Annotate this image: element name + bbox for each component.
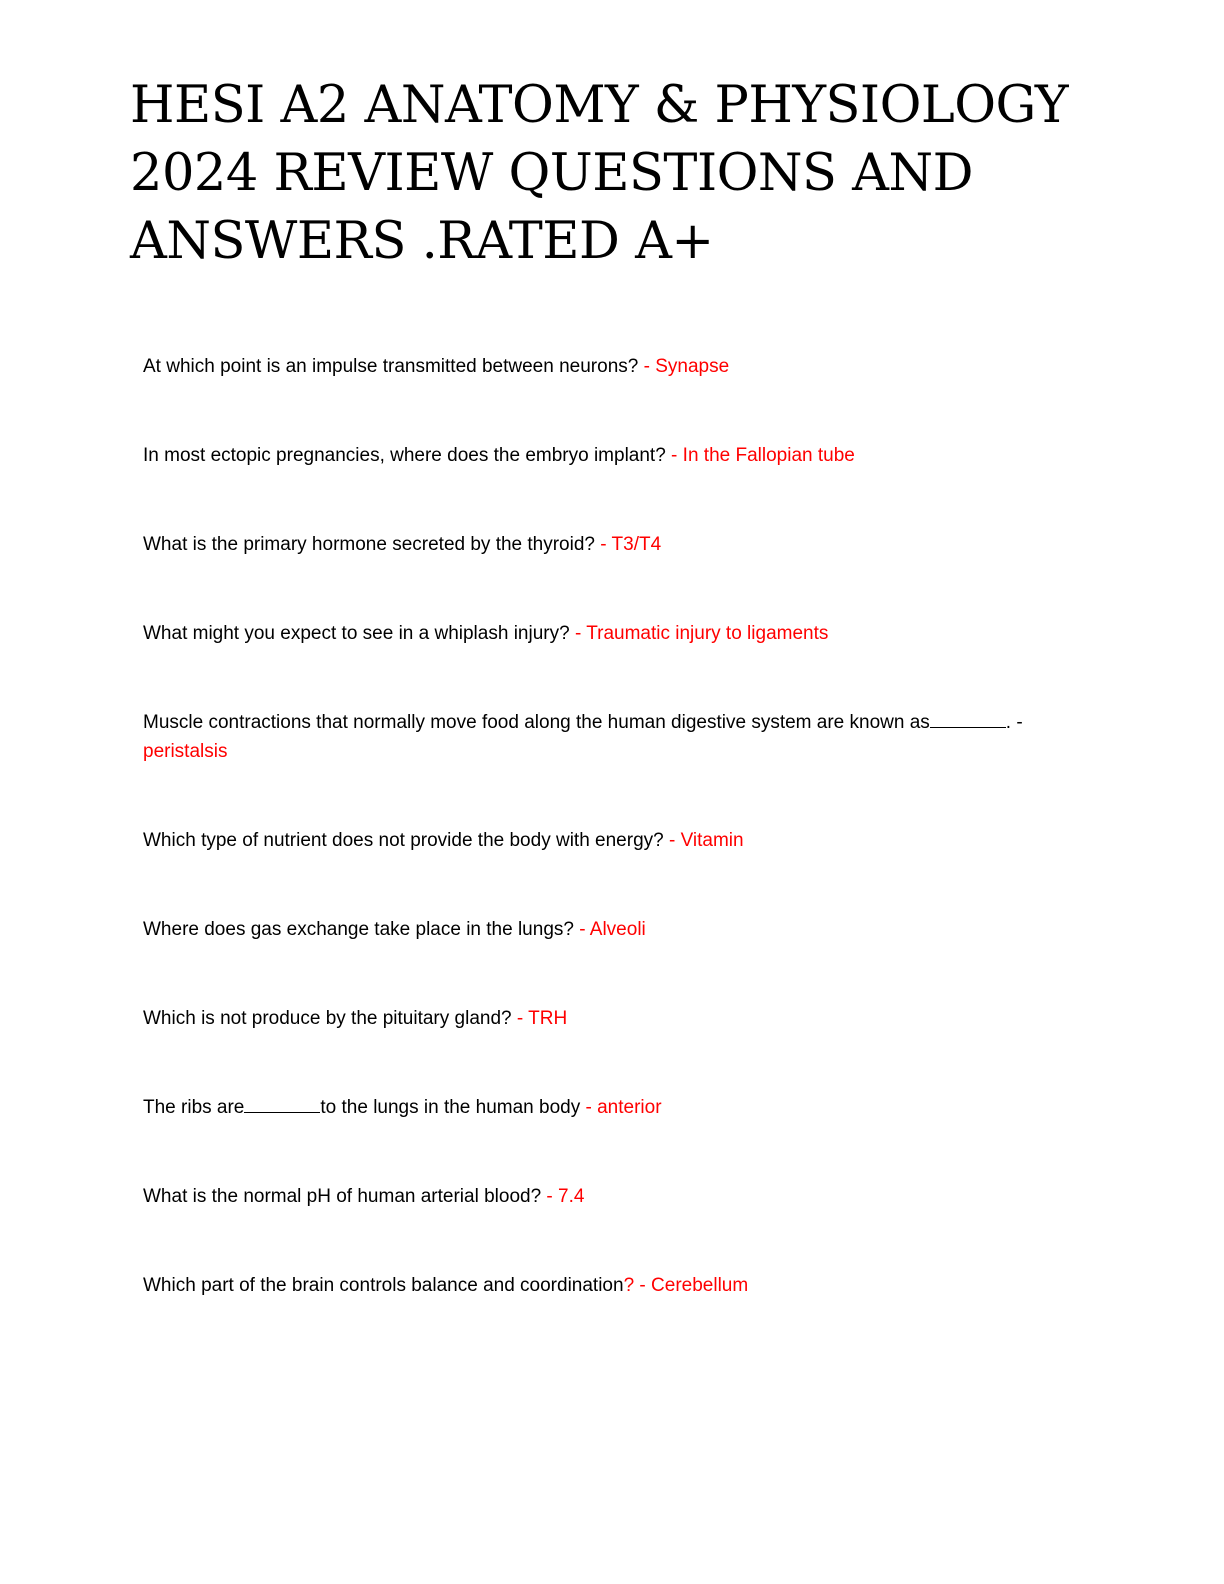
question-text: At which point is an impulse transmitted between neurons? bbox=[143, 356, 639, 377]
answer-text: peristalsis bbox=[143, 741, 228, 762]
qa-item bbox=[143, 530, 1083, 559]
qa-item bbox=[143, 1093, 1083, 1122]
answer-text: - TRH bbox=[511, 1008, 568, 1029]
answer-text: - In the Fallopian tube bbox=[665, 445, 855, 466]
answer-text: - Alveoli bbox=[573, 919, 646, 940]
title-line-3: ANSWERS .RATED A+ bbox=[130, 212, 714, 271]
qa-item bbox=[143, 1182, 1083, 1211]
qa-item bbox=[143, 915, 1083, 944]
title-line-1: HESI A2 ANATOMY & PHYSIOLOGY bbox=[130, 76, 1069, 135]
answer-text: - T3/T4 bbox=[594, 534, 662, 555]
qa-item bbox=[143, 352, 1083, 381]
question-text: Which part of the brain controls balance and coordination bbox=[143, 1275, 624, 1296]
answer-text: - Traumatic injury to ligaments bbox=[569, 623, 829, 644]
question-text: The ribs are bbox=[143, 1097, 245, 1118]
qa-item bbox=[143, 826, 1083, 855]
question-text: What might you expect to see in a whiplash injury? bbox=[143, 623, 570, 644]
qa-item bbox=[143, 441, 1083, 470]
question-text: Which is not produce by the pituitary gland? bbox=[143, 1008, 512, 1029]
fill-in-blank bbox=[244, 1094, 320, 1113]
question-text: Where does gas exchange take place in the lungs? bbox=[143, 919, 574, 940]
answer-text: - 7.4 bbox=[541, 1186, 585, 1207]
qa-item bbox=[143, 708, 1083, 766]
qa-item bbox=[143, 1271, 1083, 1300]
question-text: What is the primary hormone secreted by the thyroid? bbox=[143, 534, 595, 555]
question-text: Which type of nutrient does not provide the body with energy? bbox=[143, 830, 664, 851]
answer-text: ? - Cerebellum bbox=[623, 1275, 749, 1296]
fill-in-blank bbox=[930, 709, 1006, 728]
question-text: Muscle contractions that normally move food along the human digestive system are known as bbox=[143, 712, 930, 733]
title-line-2: 2024 REVIEW QUESTIONS AND bbox=[130, 144, 974, 203]
qa-list bbox=[143, 352, 1083, 1360]
question-text-after-blank: to the lungs in the human body bbox=[320, 1097, 581, 1118]
qa-item bbox=[143, 1004, 1083, 1033]
document-title bbox=[130, 72, 1110, 276]
question-text: In most ectopic pregnancies, where does the embryo implant? bbox=[143, 445, 666, 466]
question-text-after-blank: . - bbox=[1005, 712, 1023, 733]
question-text: What is the normal pH of human arterial blood? bbox=[143, 1186, 542, 1207]
qa-item bbox=[143, 619, 1083, 648]
answer-text: - Synapse bbox=[638, 356, 730, 377]
answer-text: - anterior bbox=[580, 1097, 662, 1118]
answer-text: - Vitamin bbox=[663, 830, 744, 851]
